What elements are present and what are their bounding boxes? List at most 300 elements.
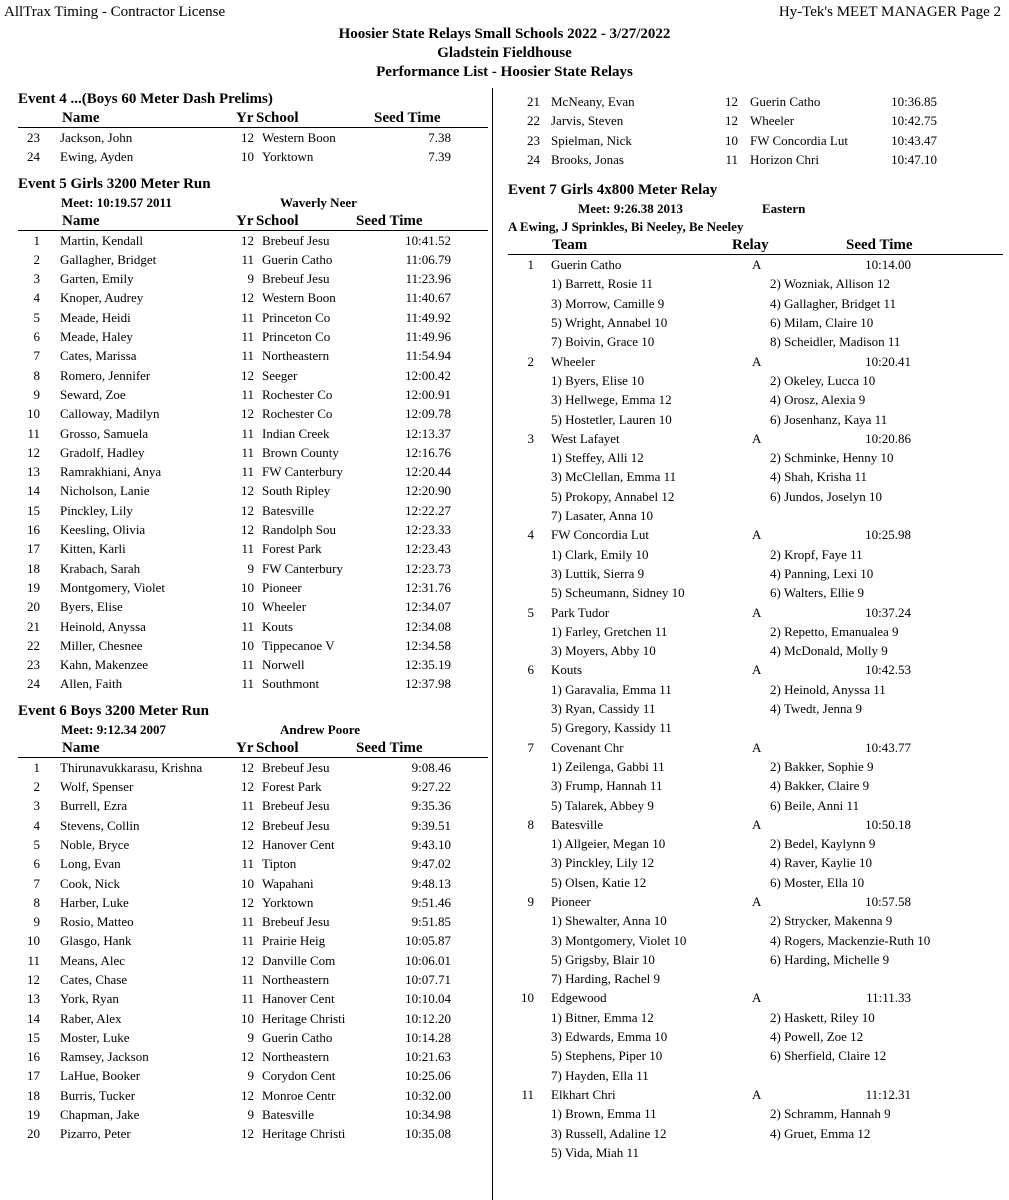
seed-time: 12:13.37 xyxy=(405,425,451,441)
year: 12 xyxy=(241,1126,254,1142)
relay-member: 6) Sherfield, Claire 12 xyxy=(770,1048,887,1064)
relay-member: 6) Jundos, Joselyn 10 xyxy=(770,488,882,504)
relay-member: 5) Stephens, Piper 10 xyxy=(551,1048,663,1064)
relay-member: 3) Hellwege, Emma 12 xyxy=(551,392,672,408)
place: 23 xyxy=(27,657,40,673)
athlete-name: Keesling, Olivia xyxy=(60,522,146,538)
relay-member: 4) Powell, Zoe 12 xyxy=(770,1029,864,1045)
relay-team-row xyxy=(508,988,1003,1007)
place: 15 xyxy=(27,1029,40,1045)
seed-time: 9:39.51 xyxy=(411,817,451,833)
relay-member: 2) Haskett, Riley 10 xyxy=(770,1009,875,1025)
place: 16 xyxy=(27,1049,40,1065)
athlete-name: Burris, Tucker xyxy=(60,1087,136,1103)
meet-record-holder: Waverly Neer xyxy=(280,194,357,210)
relay-member: 5) Olsen, Katie 12 xyxy=(551,874,647,890)
school: Corydon Cent xyxy=(262,1068,336,1084)
result-row xyxy=(18,366,488,385)
year: 11 xyxy=(241,914,254,930)
right-column xyxy=(508,92,1003,1162)
result-row xyxy=(18,597,488,616)
athlete-name: Montgomery, Violet xyxy=(60,579,166,595)
school: Batesville xyxy=(262,502,314,518)
result-row xyxy=(18,559,488,578)
year: 12 xyxy=(241,483,254,499)
seed-time: 9:35.36 xyxy=(411,798,451,814)
school: Batesville xyxy=(262,1107,314,1123)
school: Guerin Catho xyxy=(750,94,821,109)
relay-members-row xyxy=(508,950,1003,969)
school: FW Concordia Lut xyxy=(750,132,848,148)
relay-team-row xyxy=(508,738,1003,757)
place: 15 xyxy=(27,502,40,518)
relay-letter: A xyxy=(752,1086,762,1102)
year: 12 xyxy=(241,836,254,852)
result-row xyxy=(18,796,488,815)
place: 21 xyxy=(527,94,540,109)
relay-member: 1) Farley, Gretchen 11 xyxy=(551,623,668,639)
result-row xyxy=(18,501,488,520)
year: 12 xyxy=(725,94,738,109)
athlete-name: Ramrakhiani, Anya xyxy=(60,464,162,480)
seed-time: 12:16.76 xyxy=(405,444,451,460)
result-row xyxy=(18,617,488,636)
seed-time: 11:40.67 xyxy=(405,290,451,306)
year: 12 xyxy=(241,502,254,518)
athlete-name: Gallagher, Bridget xyxy=(60,251,157,267)
athlete-name: Noble, Bryce xyxy=(60,836,130,852)
school: Rochester Co xyxy=(262,406,333,422)
year: 12 xyxy=(241,232,254,248)
seed-time: 12:23.43 xyxy=(405,541,451,557)
relay-members-row xyxy=(508,545,1003,564)
year: 12 xyxy=(241,367,254,383)
seed-time: 9:08.46 xyxy=(411,759,451,775)
athlete-name: Brooks, Jonas xyxy=(551,151,624,167)
relay-letter: A xyxy=(752,604,762,620)
place: 22 xyxy=(527,113,540,129)
result-row xyxy=(508,92,1003,111)
relay-member: 4) Orosz, Alexia 9 xyxy=(770,392,866,408)
relay-members-row xyxy=(508,274,1003,293)
seed-time: 9:51.46 xyxy=(411,894,451,910)
year: 9 xyxy=(247,1107,254,1123)
event-6-title: Event 6 Boys 3200 Meter Run xyxy=(18,702,209,719)
year: 11 xyxy=(241,798,254,814)
relay-member: 3) McClellan, Emma 11 xyxy=(551,469,677,485)
relay-member: 3) Moyers, Abby 10 xyxy=(551,643,656,659)
relay-team-row xyxy=(508,525,1003,544)
year: 9 xyxy=(247,1029,254,1045)
relay-members-row xyxy=(508,641,1003,660)
school: Seeger xyxy=(262,367,298,383)
athlete-name: Calloway, Madilyn xyxy=(60,406,160,422)
relay-members-row xyxy=(508,969,1003,988)
place: 10 xyxy=(521,990,534,1006)
seed-time: 10:20.86 xyxy=(865,430,911,446)
school: Randolph Sou xyxy=(262,522,337,538)
seed-time: 10:41.52 xyxy=(405,232,451,248)
year: 9 xyxy=(247,1068,254,1084)
school: Southmont xyxy=(262,676,320,692)
year: 11 xyxy=(241,541,254,557)
relay-member: 5) Scheumann, Sidney 10 xyxy=(551,585,685,601)
seed-time: 10:21.63 xyxy=(405,1049,451,1065)
athlete-name: Jarvis, Steven xyxy=(551,113,624,129)
year: 11 xyxy=(241,329,254,345)
year: 10 xyxy=(725,132,738,148)
athlete-name: McNeany, Evan xyxy=(551,94,635,109)
year: 12 xyxy=(241,130,254,145)
result-row xyxy=(18,1009,488,1028)
seed-time: 10:07.71 xyxy=(405,971,451,987)
place: 14 xyxy=(27,1010,40,1026)
seed-time: 10:36.85 xyxy=(891,94,937,109)
place: 20 xyxy=(27,1126,40,1142)
column-divider xyxy=(492,88,493,1200)
relay-member: 6) Beile, Anni 11 xyxy=(770,797,860,813)
relay-members-row xyxy=(508,410,1003,429)
header-left: AllTrax Timing - Contractor License xyxy=(4,4,226,20)
relay-members-row xyxy=(508,448,1003,467)
place: 11 xyxy=(27,425,40,441)
year: 11 xyxy=(241,657,254,673)
team-header: Team xyxy=(552,237,588,254)
school: Heritage Christi xyxy=(262,1126,346,1142)
column-header xyxy=(508,236,1003,255)
result-row xyxy=(18,520,488,539)
athlete-name: Glasgo, Hank xyxy=(60,933,132,949)
relay-member: 3) Ryan, Cassidy 11 xyxy=(551,701,656,717)
year: 12 xyxy=(241,894,254,910)
team-name: West Lafayet xyxy=(551,430,620,446)
seed-time: 12:20.90 xyxy=(405,483,451,499)
year: 10 xyxy=(241,1010,254,1026)
seed-time: 12:35.19 xyxy=(405,657,451,673)
relay-letter: A xyxy=(752,430,762,446)
school: Northeastern xyxy=(262,971,330,987)
school-header: School xyxy=(256,739,299,756)
team-name: Kouts xyxy=(551,662,583,678)
relay-letter: A xyxy=(752,990,762,1006)
athlete-name: Harber, Luke xyxy=(60,894,129,910)
relay-member: 7) Lasater, Anna 10 xyxy=(551,508,654,524)
year: 12 xyxy=(241,779,254,795)
relay-member: 4) McDonald, Molly 9 xyxy=(770,643,888,659)
relay-members-row xyxy=(508,467,1003,486)
relay-member: 2) Schramm, Hannah 9 xyxy=(770,1106,891,1122)
team-name: Edgewood xyxy=(551,990,607,1006)
relay-members-row xyxy=(508,1104,1003,1123)
place: 4 xyxy=(33,817,40,833)
relay-member: 2) Strycker, Makenna 9 xyxy=(770,913,893,929)
school: Guerin Catho xyxy=(262,1029,333,1045)
school: Princeton Co xyxy=(262,309,331,325)
relay-members-row xyxy=(508,622,1003,641)
meet-record-holder: Eastern xyxy=(762,201,806,217)
athlete-name: Thirunavukkarasu, Krishna xyxy=(60,759,203,775)
seed-header: Seed Time xyxy=(374,110,441,126)
relay-letter: A xyxy=(752,893,762,909)
seed-time: 10:34.98 xyxy=(405,1107,451,1123)
result-row xyxy=(18,1028,488,1047)
athlete-name: Garten, Emily xyxy=(60,271,134,287)
relay-team-row xyxy=(508,352,1003,371)
place: 7 xyxy=(527,739,534,755)
relay-members-row xyxy=(508,853,1003,872)
result-row xyxy=(18,346,488,365)
school: Danville Com xyxy=(262,952,336,968)
school: Monroe Centr xyxy=(262,1087,336,1103)
relay-member: 5) Prokopy, Annabel 12 xyxy=(551,488,675,504)
school: Brown County xyxy=(262,444,339,460)
seed-time: 9:43.10 xyxy=(411,836,451,852)
place: 3 xyxy=(33,798,40,814)
seed-time: 12:31.76 xyxy=(405,579,451,595)
relay-members-row xyxy=(508,1066,1003,1085)
place: 6 xyxy=(527,662,534,678)
relay-member: 1) Shewalter, Anna 10 xyxy=(551,913,667,929)
seed-time: 12:09.78 xyxy=(405,406,451,422)
relay-members-row xyxy=(508,699,1003,718)
relay-member: 5) Grigsby, Blair 10 xyxy=(551,951,655,967)
place: 6 xyxy=(33,856,40,872)
seed-time: 10:47.10 xyxy=(891,151,937,167)
year: 10 xyxy=(241,875,254,891)
relay-members-row xyxy=(508,680,1003,699)
relay-team-row xyxy=(508,1085,1003,1104)
team-name: Covenant Chr xyxy=(551,739,624,755)
school: Brebeuf Jesu xyxy=(262,914,330,930)
team-name: FW Concordia Lut xyxy=(551,527,649,543)
result-row xyxy=(18,578,488,597)
relay-member: 6) Moster, Ella 10 xyxy=(770,874,865,890)
school: Forest Park xyxy=(262,779,322,795)
school: FW Canterbury xyxy=(262,560,343,576)
team-name: Elkhart Chri xyxy=(551,1086,616,1102)
year: 9 xyxy=(247,560,254,576)
place: 1 xyxy=(33,759,40,775)
event-6-results-continued xyxy=(508,92,1003,169)
relay-member: 1) Barrett, Rosie 11 xyxy=(551,276,654,292)
year: 12 xyxy=(241,290,254,306)
athlete-name: Grosso, Samuela xyxy=(60,425,149,441)
relay-team-row xyxy=(508,603,1003,622)
school: Brebeuf Jesu xyxy=(262,817,330,833)
venue: Gladstein Fieldhouse xyxy=(437,45,572,61)
school: Wapahani xyxy=(262,875,314,891)
relay-member: 1) Brown, Emma 11 xyxy=(551,1106,657,1122)
seed-time: 12:22.27 xyxy=(405,502,451,518)
relay-letter: A xyxy=(752,353,762,369)
relay-member: 1) Garavalia, Emma 11 xyxy=(551,681,672,697)
school: Northeastern xyxy=(262,348,330,364)
relay-member: 6) Milam, Claire 10 xyxy=(770,315,874,331)
relay-member: 4) Twedt, Jenna 9 xyxy=(770,701,862,717)
year: 11 xyxy=(241,444,254,460)
name-header: Name xyxy=(62,739,100,756)
relay-members-row xyxy=(508,757,1003,776)
event-5-results xyxy=(18,231,488,694)
school: Forest Park xyxy=(262,541,322,557)
place: 3 xyxy=(33,271,40,287)
column-header xyxy=(18,212,488,231)
place: 19 xyxy=(27,1107,40,1123)
place: 5 xyxy=(33,836,40,852)
place: 23 xyxy=(27,130,40,145)
name-header: Name xyxy=(62,212,100,229)
seed-time: 12:34.08 xyxy=(405,618,451,634)
relay-members-row xyxy=(508,583,1003,602)
year: 11 xyxy=(241,856,254,872)
school: FW Canterbury xyxy=(262,464,343,480)
relay-team-row xyxy=(508,815,1003,834)
result-row xyxy=(18,385,488,404)
seed-header: Seed Time xyxy=(356,212,423,229)
year: 11 xyxy=(241,464,254,480)
place: 12 xyxy=(27,971,40,987)
school: South Ripley xyxy=(262,483,331,499)
relay-member: 5) Vida, Miah 11 xyxy=(551,1144,640,1160)
seed-time: 12:20.44 xyxy=(405,464,451,480)
seed-time: 12:34.58 xyxy=(405,637,451,653)
athlete-name: Romero, Jennifer xyxy=(60,367,151,383)
athlete-name: Wolf, Spenser xyxy=(60,779,134,795)
place: 12 xyxy=(27,444,40,460)
result-row xyxy=(18,443,488,462)
athlete-name: York, Ryan xyxy=(60,991,119,1007)
event-4-results xyxy=(18,128,488,167)
school: Prairie Heig xyxy=(262,933,326,949)
relay-member: 3) Pinckley, Lily 12 xyxy=(551,855,655,871)
athlete-name: Ramsey, Jackson xyxy=(60,1049,149,1065)
year: 12 xyxy=(241,817,254,833)
place: 9 xyxy=(33,386,40,402)
relay-member: 3) Morrow, Camille 9 xyxy=(551,295,665,311)
relay-member: 7) Hayden, Ella 11 xyxy=(551,1067,649,1083)
relay-members-row xyxy=(508,487,1003,506)
school: Pioneer xyxy=(262,579,302,595)
place: 19 xyxy=(27,579,40,595)
relay-members-row xyxy=(508,796,1003,815)
seed-time: 11:11.33 xyxy=(866,990,911,1006)
year: 12 xyxy=(241,759,254,775)
year: 11 xyxy=(241,618,254,634)
relay-member: 2) Repetto, Emanualea 9 xyxy=(770,623,899,639)
relay-member: 4) Gallagher, Bridget 11 xyxy=(770,295,897,311)
relay-member: 1) Byers, Elise 10 xyxy=(551,372,645,388)
relay-member: 2) Heinold, Anyssa 11 xyxy=(770,681,886,697)
athlete-name: Kitten, Karli xyxy=(60,541,126,557)
place: 7 xyxy=(33,348,40,364)
place: 23 xyxy=(527,132,540,148)
result-row xyxy=(18,424,488,443)
place: 6 xyxy=(33,329,40,345)
relay-member: 2) Kropf, Faye 11 xyxy=(770,546,863,562)
result-row xyxy=(18,1047,488,1066)
seed-time: 12:00.42 xyxy=(405,367,451,383)
seed-time: 10:50.18 xyxy=(865,816,911,832)
school: Yorktown xyxy=(262,149,314,165)
athlete-name: Spielman, Nick xyxy=(551,132,632,148)
school: Tippecanoe V xyxy=(262,637,335,653)
year: 12 xyxy=(725,113,738,129)
school: Kouts xyxy=(262,618,294,634)
athlete-name: Cook, Nick xyxy=(60,875,120,891)
result-row xyxy=(18,758,488,777)
result-row xyxy=(18,231,488,250)
athlete-name: Jackson, John xyxy=(60,130,133,145)
result-row xyxy=(18,816,488,835)
seed-time: 12:23.33 xyxy=(405,522,451,538)
year: 12 xyxy=(241,1087,254,1103)
relay-member: 3) Edwards, Emma 10 xyxy=(551,1029,668,1045)
relay-member: 5) Talarek, Abbey 9 xyxy=(551,797,654,813)
seed-time: 10:20.41 xyxy=(865,353,911,369)
relay-member: 3) Luttik, Sierra 9 xyxy=(551,565,645,581)
result-row xyxy=(18,912,488,931)
place: 4 xyxy=(527,527,534,543)
result-row xyxy=(18,404,488,423)
seed-time: 10:14.28 xyxy=(405,1029,451,1045)
relay-letter: A xyxy=(752,739,762,755)
athlete-name: Pinckley, Lily xyxy=(60,502,133,518)
athlete-name: Knoper, Audrey xyxy=(60,290,144,306)
place: 18 xyxy=(27,1087,40,1103)
relay-member: 4) Gruet, Emma 12 xyxy=(770,1125,871,1141)
relay-member: 1) Zeilenga, Gabbi 11 xyxy=(551,758,665,774)
place: 22 xyxy=(27,637,40,653)
athlete-name: Long, Evan xyxy=(60,856,121,872)
meet-title: Hoosier State Relays Small Schools 2022 - 3/27/2022 xyxy=(338,26,671,42)
school: Hanover Cent xyxy=(262,991,335,1007)
year: 11 xyxy=(241,348,254,364)
relay-member: 1) Clark, Emily 10 xyxy=(551,546,649,562)
place: 24 xyxy=(527,151,540,167)
relay-members-row xyxy=(508,371,1003,390)
year: 10 xyxy=(241,599,254,615)
place: 4 xyxy=(33,290,40,306)
year: 11 xyxy=(241,309,254,325)
athlete-name: Means, Alec xyxy=(60,952,125,968)
relay-member: 4) Panning, Lexi 10 xyxy=(770,565,874,581)
athlete-name: Cates, Marissa xyxy=(60,348,137,364)
athlete-name: Martin, Kendall xyxy=(60,232,144,248)
athlete-name: Heinold, Anyssa xyxy=(60,618,146,634)
relay-letter: A xyxy=(752,816,762,832)
place: 13 xyxy=(27,464,40,480)
relay-member: 5) Hostetler, Lauren 10 xyxy=(551,411,672,427)
seed-time: 10:25.06 xyxy=(405,1068,451,1084)
result-row xyxy=(18,970,488,989)
place: 9 xyxy=(527,893,534,909)
place: 8 xyxy=(527,816,534,832)
result-row xyxy=(18,1124,488,1143)
relay-member: 4) Shah, Krisha 11 xyxy=(770,469,868,485)
seed-time: 12:37.98 xyxy=(405,676,451,692)
place: 17 xyxy=(27,1068,40,1084)
result-row xyxy=(508,131,1003,150)
school: Rochester Co xyxy=(262,386,333,402)
year: 12 xyxy=(241,522,254,538)
relay-member: 3) Russell, Adaline 12 xyxy=(551,1125,667,1141)
relay-member: 4) Bakker, Claire 9 xyxy=(770,778,870,794)
result-row xyxy=(18,931,488,950)
result-row xyxy=(18,893,488,912)
place: 9 xyxy=(33,914,40,930)
place: 7 xyxy=(33,875,40,891)
left-column xyxy=(18,90,488,1144)
